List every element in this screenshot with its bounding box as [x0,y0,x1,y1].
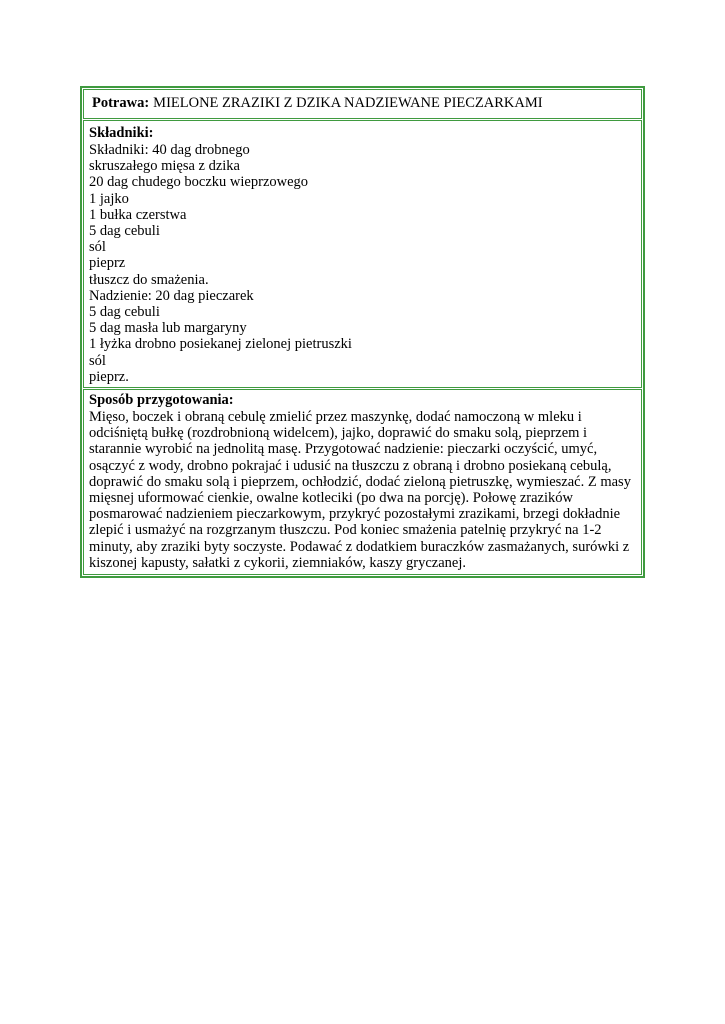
ingredient-line: sól [89,352,106,369]
ingredient-line: 5 dag cebuli [89,223,160,240]
recipe-title-row [83,89,642,119]
method-line: posmarować nadzieniem pieczarkowym, przykryć pozostałymi zrazikami, brzegi dokładnie [89,506,621,523]
recipe-table [80,86,645,578]
ingredient-line: 20 dag chudego boczku wieprzowego [89,174,309,191]
ingredients-heading: Składniki: [89,125,154,141]
method-line: starannie wyrobić na jednolitą masę. Przygotować nadzienie: pieczarki oczyścić, umyć, [89,441,598,458]
ingredient-line: sól [89,239,106,256]
method-line: Mięso, boczek i obraną cebulę zmielić przez maszynkę, dodać namoczoną w mleku i [89,409,582,426]
title-label: Potrawa: [92,95,150,111]
ingredient-line: 1 jajko [89,190,129,207]
method-heading: Sposób przygotowania: [89,392,234,409]
ingredient-line: 1 bułka czerstwa [89,206,187,223]
method-line: zlepić i usmażyć na rozgrzanym tłuszczu. Pod koniec smażenia patelnię przykryć na 1-2 [89,522,602,539]
method-section [83,389,642,575]
method-text [89,409,636,571]
method-line: doprawić do smaku solą i pieprzem, ochłodzić, dodać zieloną pietruszkę, wymieszać. Z masy [89,473,631,490]
method-line: kiszonej kapusty, sałatki z cykorii, ziemniaków, kaszy gryczanej. [89,554,467,571]
ingredients-list [89,142,636,385]
method-line: mięsnej uformować cienkie, owalne kotleciki (po dwa na porcję). Połowę zrazików [89,490,573,507]
ingredient-line: Nadzienie: 20 dag pieczarek [89,287,254,304]
method-line: osączyć z wody, drobno pokrajać i udusić na tłuszczu z obraną i drobno posiekaną cebulą, [89,457,612,474]
ingredient-line: 1 łyżka drobno posiekanej zielonej pietruszki [89,336,352,353]
recipe-title: MIELONE ZRAZIKI Z DZIKA NADZIEWANE PIECZARKAMI [153,95,543,111]
method-line: minuty, aby zraziki byty soczyste. Podawać z dodatkiem buraczków zasmażanych, surówki z [89,538,630,555]
method-line: odciśniętą bułkę (rozdrobnioną widelcem), jajko, doprawić do smaku solą, pieprzem i [89,425,588,442]
ingredient-line: pieprz [89,255,126,272]
ingredient-line: skruszałego mięsa z dzika [89,158,240,175]
ingredient-line: 5 dag masła lub margaryny [89,320,247,337]
ingredient-line: Składniki: 40 dag drobnego [89,142,250,158]
ingredient-line: 5 dag cebuli [89,304,160,321]
ingredient-line: pieprz. [89,368,129,385]
ingredients-section [83,120,642,388]
ingredient-line: tłuszcz do smażenia. [89,271,209,288]
